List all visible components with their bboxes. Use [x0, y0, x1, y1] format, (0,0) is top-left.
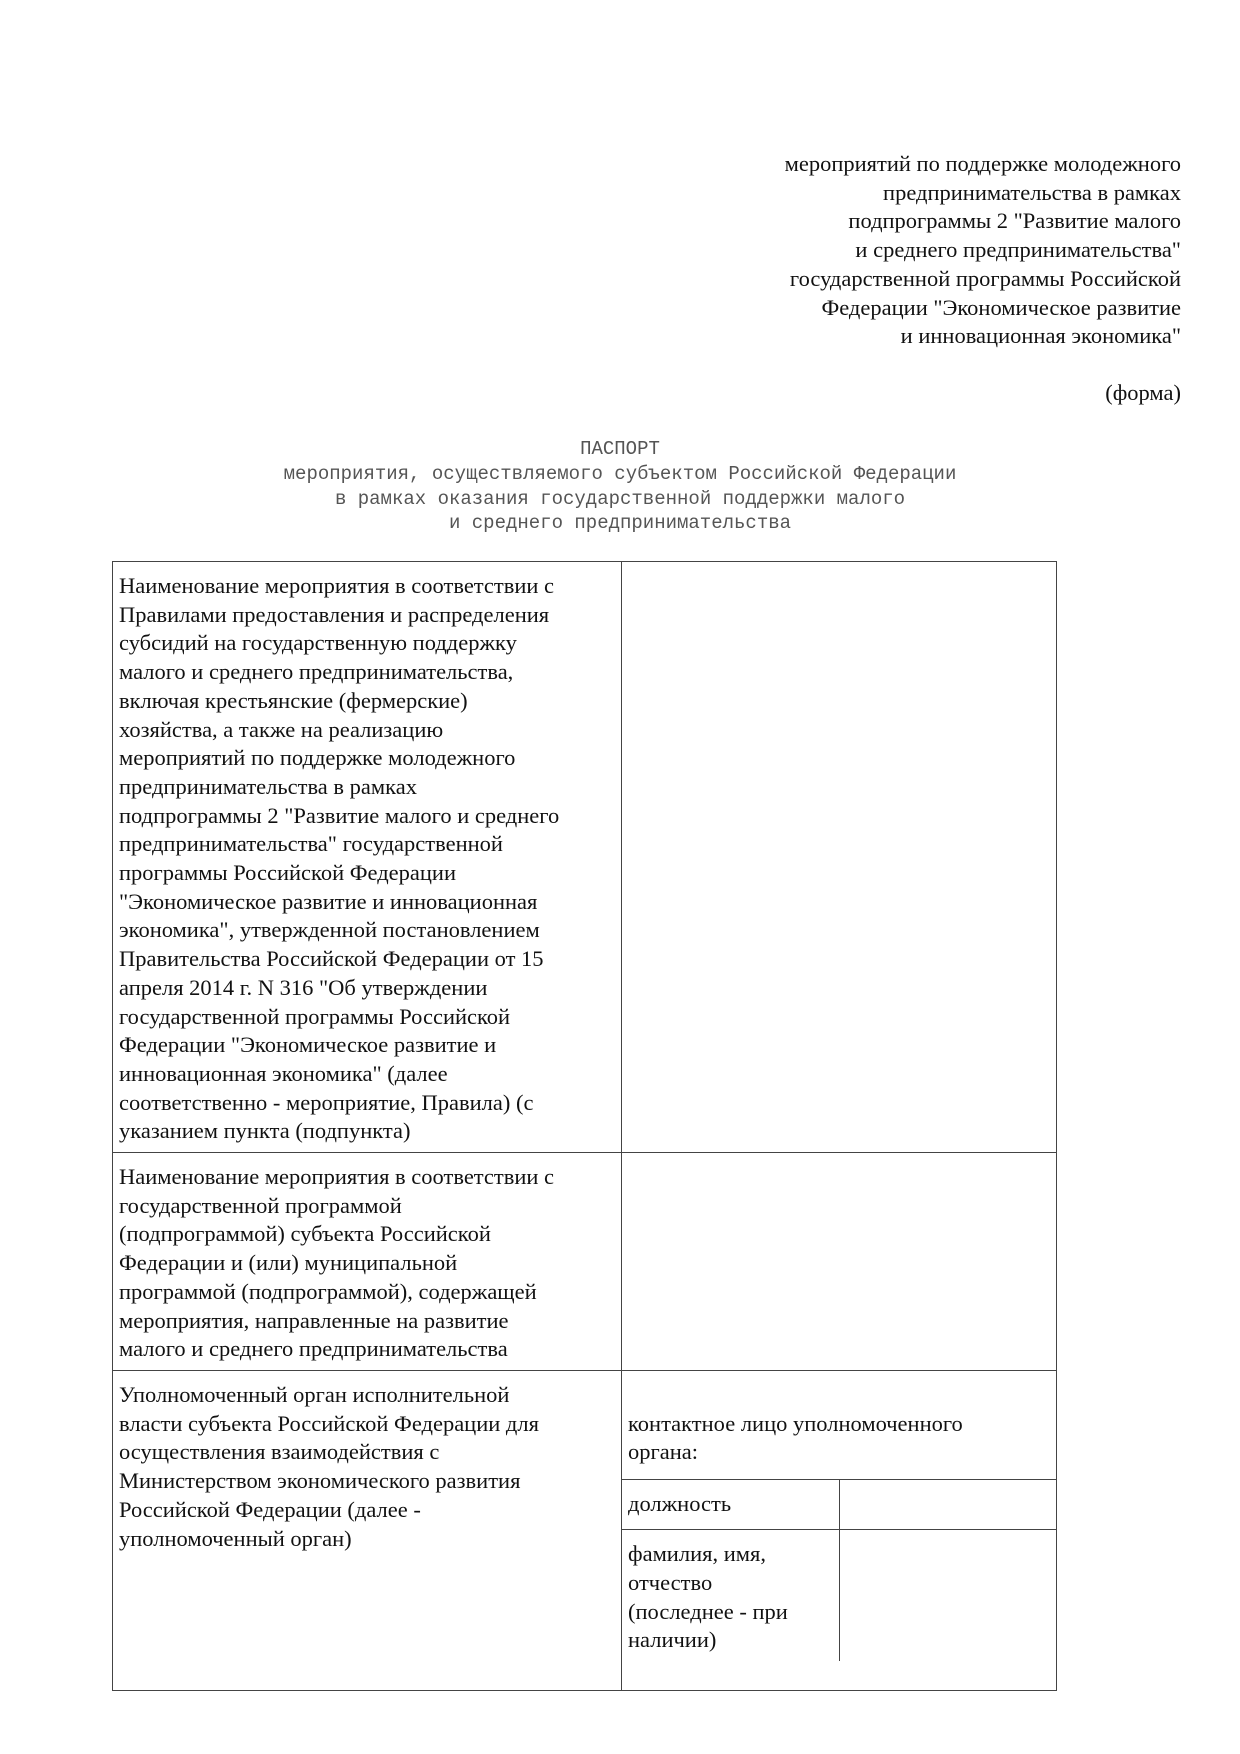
contact-subtable: [622, 1400, 1056, 1661]
title-line: в рамках оказания государственной поддержки малого: [334, 487, 906, 510]
table-row: [113, 562, 1057, 1153]
name-label: фамилия, имя, отчество (последнее - при наличии): [622, 1530, 839, 1661]
passport-table: [112, 561, 1057, 1691]
row2-value[interactable]: [622, 1153, 1057, 1371]
header-note: мероприятий по поддержке молодежного предпринимательства в рамках подпрограммы 2 "Развитие малого и среднего предпринимательства" государственной программы Российской Федерации "Экономическое развитие и инновационная экономика": [784, 151, 1181, 349]
form-label: (форма): [1105, 380, 1181, 405]
table-row: [113, 1370, 1057, 1690]
row1-value[interactable]: [622, 562, 1057, 1153]
title-line: и среднего предпринимательства: [448, 512, 792, 535]
row1-label: Наименование мероприятия в соответствии с Правилами предоставления и распределения субсидий на государственную поддержку малого и среднего предпринимательства, включая крестьянские (фермерские) хозяйства, а также на реализацию мероприятий по поддержке молодежного предпринимательства в рамках подпрограммы 2 "Развитие малого и среднего предпринимательства" государственной программы Российской Федерации "Экономическое развитие и инновационная экономика", утвержденной постановлением Правительства Российской Федерации от 15 апреля 2014 г. N 316 "Об утверждении государственной программы Российской Федерации "Экономическое развитие и инновационная экономика" (далее соответственно - мероприятие, Правила) (с указанием пункта (подпункта): [113, 562, 622, 1153]
row3-label: Уполномоченный орган исполнительной власти субъекта Российской Федерации для осуществления взаимодействия с Министерством экономического развития Российской Федерации (далее - уполномоченный орган): [113, 1370, 622, 1690]
title-line: ПАСПОРТ: [580, 438, 660, 460]
contact-cell: [622, 1370, 1057, 1690]
position-value[interactable]: [839, 1480, 1056, 1530]
table-row: [113, 1153, 1057, 1371]
name-value[interactable]: [839, 1530, 1056, 1661]
title-line: мероприятия, осуществляемого субъектом Российской Федерации: [283, 462, 957, 485]
position-label: должность: [622, 1480, 839, 1530]
contact-label: контактное лицо уполномоченного органа:: [622, 1400, 1056, 1480]
document-title: [0, 437, 1240, 536]
row2-label: Наименование мероприятия в соответствии с государственной программой (подпрограммой) субъекта Российской Федерации и (или) муниципальной программой (подпрограммой), содержащей мероприятия, направленные на развитие малого и среднего предпринимательства: [113, 1153, 622, 1371]
